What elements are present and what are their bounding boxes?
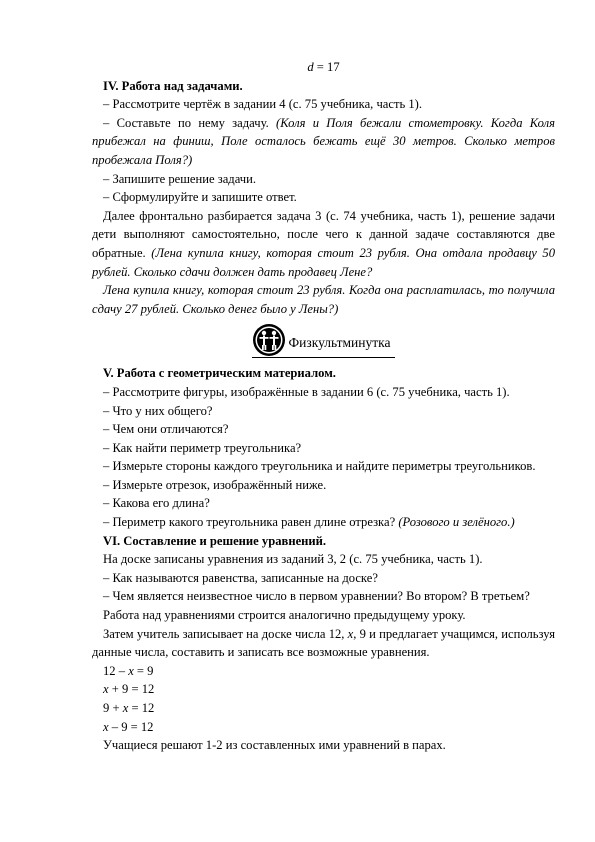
section-4-line-2 (92, 114, 555, 170)
equation-4 (92, 718, 555, 737)
section-4-line-1: – Рассмотрите чертёж в задании 4 (с. 75 учебника, часть 1). (103, 97, 423, 112)
section-5-line-6: – Измерьте отрезок, изображённый ниже. (103, 477, 327, 492)
section-5-line-8 (92, 513, 555, 532)
section-5-heading: V. Работа с геометрическим материалом. (103, 366, 336, 381)
section-4-line-3: – Запишите решение задачи. (103, 171, 257, 186)
section-6-line-3: – Чем является неизвестное число в первом уравнении? Во втором? В третьем? (103, 589, 530, 604)
section-6-line-4: Работа над уравнениями строится аналогично предыдущему уроку. (103, 608, 466, 623)
equation-1-var: x (128, 663, 134, 678)
equation-3 (92, 699, 555, 718)
section-6-line-5 (92, 625, 555, 662)
section-6-line-1: На доске записаны уравнения из заданий 3, 2 (с. 75 учебника, часть 1). (103, 552, 483, 567)
equation-2-var: x (103, 682, 109, 697)
physical-exercise-badge (252, 323, 394, 358)
equation-1 (92, 662, 555, 681)
document-page (92, 58, 555, 755)
section-6-line-6: Учащиеся решают 1-2 из составленных ими уравнений в парах. (103, 738, 446, 753)
section-4-paragraph-1-problem: (Лена купила книгу, которая стоит 23 рубля. Она отдала продавцу 50 рублей. Сколько сдачи должен дать продавец Лене? (92, 245, 555, 279)
exercise-figures-icon (252, 323, 286, 357)
section-6-line-2: – Как называются равенства, записанные на доске? (103, 570, 378, 585)
section-5-line-1: – Рассмотрите фигуры, изображённые в задании 6 (с. 75 учебника, часть 1). (103, 384, 510, 399)
equation-1-b: = 9 (133, 663, 154, 678)
section-4-line-4: – Сформулируйте и запишите ответ. (103, 190, 297, 205)
equation-2 (92, 680, 555, 699)
top-equation (92, 58, 555, 77)
equation-3-var: x (122, 701, 129, 715)
section-5-line-5: – Измерьте стороны каждого треугольника и найдите периметры треугольников. (103, 459, 536, 474)
section-6-line-5-var: x (347, 626, 354, 641)
section-5-line-7: – Какова его длина? (103, 496, 210, 511)
section-4-line-2-problem: (Коля и Поля бежали стометровку. Когда Коля прибежал на финиш, Поле осталось бежать ещё 30 метров. Сколько метров пробежала Поля?) (92, 115, 555, 167)
section-4-paragraph-2: Лена купила книгу, которая стоит 23 рубля. Когда она расплатилась, то получила сдачу 27 рублей. Сколько денег было у Лены?) (92, 283, 555, 316)
equation-3-b: = 12 (128, 701, 155, 715)
physical-exercise-label: Физкультминутка (288, 334, 391, 350)
equation-4-var: x (103, 719, 109, 734)
section-6-heading: VI. Составление и решение уравнений. (103, 533, 327, 548)
physical-exercise-badge-row (92, 320, 555, 360)
section-4-paragraph-1-text: Далее фронтально разбирается задача 3 (с. 74 учебника, часть 1), решение задачи дети выполняют самостоятельно, после чего к данной задаче составляются две обратные. (92, 208, 555, 260)
equation-3-a: 9 + (103, 701, 123, 715)
section-5-line-2: – Что у них общего? (103, 403, 213, 418)
section-4-heading: IV. Работа над задачами. (103, 78, 243, 93)
section-5-line-8-text: – Периметр какого треугольника равен длине отрезка? (103, 515, 399, 530)
section-5-line-8-answer: (Розового и зелёного.) (398, 515, 515, 530)
section-4-paragraph-1 (92, 207, 555, 281)
equation-1-a: 12 – (103, 663, 129, 678)
top-equation-var: d (307, 60, 314, 74)
section-4-line-2-text: – Составьте по нему задачу. (103, 115, 277, 130)
equation-4-b: – 9 = 12 (108, 719, 154, 734)
top-equation-rest: = 17 (313, 60, 340, 74)
section-5-line-3: – Чем они отличаются? (103, 422, 229, 437)
section-6-line-5-b: , 9 и предлагает учащимся, используя данные числа, составить и записать все возможные уравнения. (92, 626, 556, 660)
section-5-line-4: – Как найти периметр треугольника? (103, 440, 302, 455)
section-6-line-5-a: Затем учитель записывает на доске числа 12, (103, 626, 348, 641)
equation-2-b: + 9 = 12 (108, 682, 155, 697)
